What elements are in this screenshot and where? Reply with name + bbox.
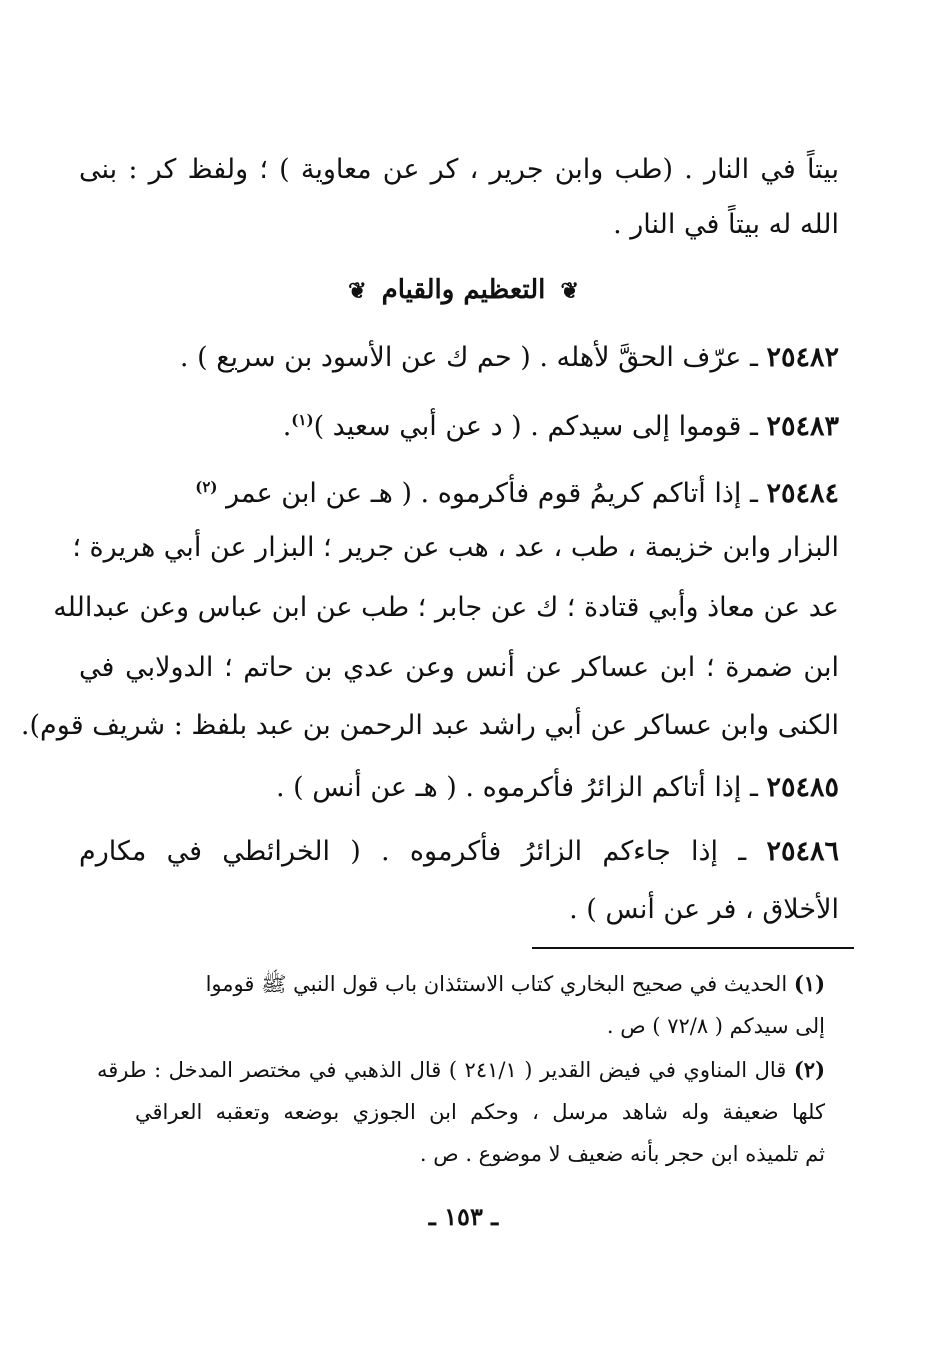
footnote-text: الحديث في صحيح البخاري كتاب الاستئذان باب قول النبي ﷺ قوموا [205,972,788,996]
footnote-1 [97,968,825,1000]
hadith-continuation-line: البزار وابن خزيمة ، طب ، عد ، هب عن جرير ؛ البزار عن أبي هريرة ؛ [72,532,839,563]
hadith-number: ٢٥٤٨٣ [766,411,839,442]
footnote-divider [532,947,854,949]
hadith-number: ٢٥٤٨٥ [766,772,839,803]
hadith-text: ـ قوموا إلى سيدكم . ( د عن أبي سعيد ) [313,411,758,442]
hadith-tail: . [282,411,292,442]
hadith-entry [79,832,839,872]
footnote-text: قال المناوي في فيض القدير ( ٢٤١/١ ) قال الذهبي في مختصر المدخل : طرقه [97,1058,787,1082]
section-title: التعظيم والقيام [381,275,546,305]
hadith-text: ـ إذا جاءكم الزائرُ فأكرموه . ( الخرائطي في مكارم [79,836,747,867]
hadith-entry [79,338,839,378]
hadith-continuation-line: الكنى وابن عساكر عن أبي راشد عبد الرحمن بن عبد بلفظ : شريف قوم). [20,710,839,741]
footnote-ref: (١) [291,411,314,429]
footnote-ref: (٢) [195,478,218,496]
footnote-2 [97,1054,825,1086]
hadith-entry [79,467,839,514]
ornament-left-icon: ❦ [348,278,367,304]
hadith-number: ٢٥٤٨٦ [766,836,840,867]
hadith-continuation-line: الأخلاق ، فر عن أنس ) . [569,894,839,925]
footnote-marker: (٢) [793,1057,825,1082]
hadith-number: ٢٥٤٨٢ [766,342,839,373]
footnote-1-line-2: إلى سيدكم ( ٧٢/٨ ) ص . [606,1014,825,1038]
ornament-right-icon: ❦ [560,278,579,304]
page-number: ـ ١٥٣ ـ [428,1202,499,1231]
intro-line-1: بيتاً في النار . (طب وابن جرير ، كر عن معاوية ) ؛ ولفظ كر : بنى [79,154,839,185]
hadith-entry [79,768,839,808]
footnote-marker: (١) [793,971,825,996]
hadith-text: ـ عرّف الحقَّ لأهله . ( حم ك عن الأسود بن سريع ) . [179,342,758,373]
hadith-text: ـ إذا أتاكم الزائرُ فأكرموه . ( هـ عن أنس ) . [276,772,758,803]
intro-line-2: الله له بيتاً في النار . [613,209,839,240]
footnote-2-line-3: ثم تلميذه ابن حجر بأنه ضعيف لا موضوع . ص . [419,1142,825,1166]
hadith-continuation-line: ابن ضمرة ؛ ابن عساكر عن أنس وعن عدي بن حاتم ؛ الدولابي في [79,652,839,683]
hadith-number: ٢٥٤٨٤ [766,478,839,509]
section-heading [0,270,927,311]
hadith-entry [79,400,839,447]
hadith-text: ـ إذا أتاكم كريمُ قوم فأكرموه . ( هـ عن ابن عمر [226,478,758,509]
footnote-2-line-2: كلها ضعيفة وله شاهد مرسل ، وحكم ابن الجوزي بوضعه وتعقبه العراقي [135,1100,825,1124]
hadith-continuation-line: عد عن معاذ وأبي قتادة ؛ ك عن جابر ؛ طب عن ابن عباس وعن عبدالله [53,592,839,623]
